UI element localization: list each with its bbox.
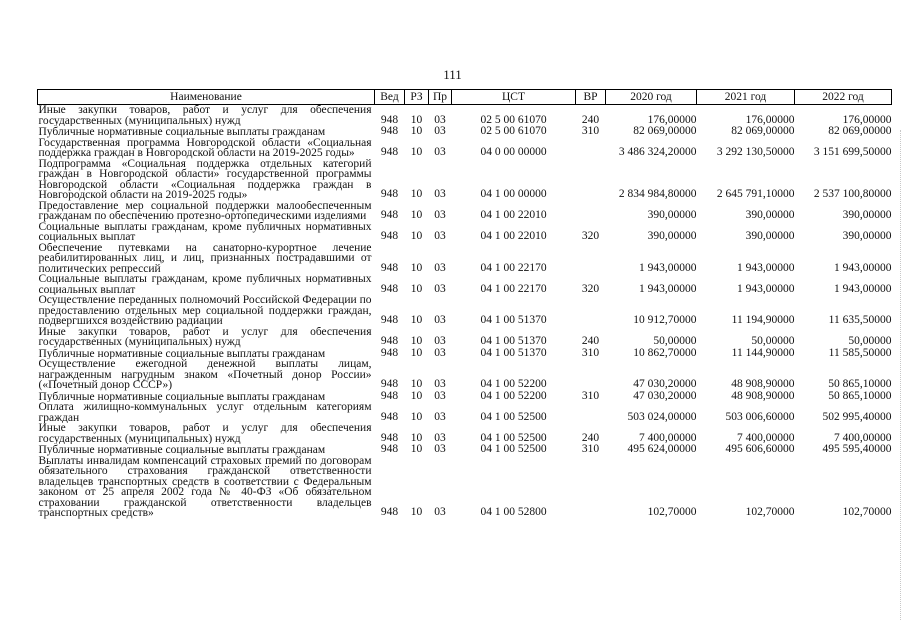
budget-table xyxy=(37,89,892,519)
cell-name: Государственная программа Новгородской области «Социальная поддержка граждан в Новгородской области на 2019-2025 годы» xyxy=(38,137,372,159)
cell-2021: 390,00000 xyxy=(745,209,795,221)
cell-cst: 04 1 00 52500 xyxy=(480,443,547,455)
header-2021: 2021 год xyxy=(697,90,795,105)
cell-vr: 310 xyxy=(581,346,600,359)
cell-pr: 03 xyxy=(434,113,446,126)
cell-ved: 948 xyxy=(380,113,399,126)
table-row xyxy=(38,327,892,348)
cell-ved: 948 xyxy=(380,282,399,295)
cell-pr: 03 xyxy=(434,346,446,359)
cell-name: Иные закупки товаров, работ и услуг для обеспечения государственных (муниципальных) нужд xyxy=(38,326,372,348)
cell-2022: 11 635,50000 xyxy=(828,314,892,326)
cell-vr: 310 xyxy=(581,125,600,137)
cell-2022: 82 069,00000 xyxy=(828,125,892,137)
cell-2020: 47 030,20000 xyxy=(633,389,697,402)
cell-vr: 240 xyxy=(581,113,600,126)
cell-cst: 04 1 00 22170 xyxy=(480,282,547,295)
cell-2022: 3 151 699,50000 xyxy=(813,146,892,158)
table-row xyxy=(38,138,892,159)
cell-name: Выплаты инвалидам компенсаций страховых премий по договорам обязательного страхования гражданской ответственности владельцев транспортных средств в соответствии с Федеральным законом от 25 апреля 2002 года № 40-ФЗ «Об обязательном страховании гражданской ответственности владельцев транспортных средств» xyxy=(38,455,372,519)
cell-ved: 948 xyxy=(380,431,399,444)
cell-pr: 03 xyxy=(434,335,446,347)
cell-pr: 03 xyxy=(434,146,446,158)
cell-cst: 02 5 00 61070 xyxy=(480,125,547,137)
cell-name: Иные закупки товаров, работ и услуг для обеспечения государственных (муниципальных) нужд xyxy=(38,104,372,126)
cell-pr: 03 xyxy=(434,410,446,423)
cell-2021: 7 400,00000 xyxy=(737,431,795,444)
cell-rz: 10 xyxy=(410,335,423,347)
cell-name: Социальные выплаты гражданам, кроме публичных нормативных социальных выплат xyxy=(38,221,372,243)
table-row xyxy=(38,201,892,222)
cell-ved: 948 xyxy=(380,125,399,137)
cell-vr xyxy=(576,295,606,327)
table-body xyxy=(38,105,892,519)
cell-name: Осуществление переданных полномочий Российской Федерации по предоставлению отдельных мер социальной поддержки граждан, подвергшихся воздействию радиации xyxy=(38,295,372,327)
cell-cst: 04 1 00 51370 xyxy=(480,314,547,326)
cell-ved: 948 xyxy=(380,209,399,221)
cell-name: Публичные нормативные социальные выплаты гражданам xyxy=(38,444,326,456)
cell-vr xyxy=(576,159,606,201)
cell-rz: 10 xyxy=(410,113,423,126)
cell-name: Публичные нормативные социальные выплаты гражданам xyxy=(38,126,326,138)
cell-vr xyxy=(576,201,606,222)
cell-cst: 04 1 00 52800 xyxy=(480,506,547,518)
cell-ved: 948 xyxy=(380,261,399,274)
cell-rz: 10 xyxy=(410,261,423,274)
cell-2021: 176,00000 xyxy=(745,113,795,126)
cell-rz: 10 xyxy=(410,410,423,423)
cell-2020: 176,00000 xyxy=(647,113,697,126)
cell-cst: 04 1 00 52500 xyxy=(480,431,547,444)
cell-vr: 310 xyxy=(581,443,600,455)
cell-name: Публичные нормативные социальные выплаты гражданам xyxy=(38,347,326,359)
table-row xyxy=(38,295,892,327)
cell-pr: 03 xyxy=(434,282,446,295)
table-row xyxy=(38,456,892,519)
cell-cst: 04 1 00 00000 xyxy=(480,188,547,200)
cell-name: Подпрограмма «Социальная поддержка отдельных категорий граждан в Новгородской области» государственной программы Новгородской области «Социальная поддержка граждан в Новгородской области на 2019-2025 годы» xyxy=(38,158,372,201)
table-header-row xyxy=(38,90,892,105)
cell-cst: 04 1 00 22010 xyxy=(480,209,547,221)
cell-vr: 240 xyxy=(581,431,600,444)
cell-2021: 11 144,90000 xyxy=(731,346,795,359)
cell-cst: 04 1 00 52200 xyxy=(480,389,547,402)
cell-2020: 10 912,70000 xyxy=(633,314,697,326)
cell-name: Оплата жилищно-коммунальных услуг отдельным категориям граждан xyxy=(38,402,372,423)
cell-2020: 102,70000 xyxy=(647,506,697,518)
cell-ved: 948 xyxy=(380,188,399,200)
table-row xyxy=(38,274,892,295)
cell-2021: 495 606,60000 xyxy=(725,443,795,455)
cell-2020: 7 400,00000 xyxy=(639,431,697,444)
cell-vr xyxy=(576,456,606,519)
cell-pr: 03 xyxy=(434,389,446,402)
cell-pr: 03 xyxy=(434,209,446,221)
cell-2021: 3 292 130,50000 xyxy=(716,146,795,158)
cell-2020: 47 030,20000 xyxy=(633,378,697,390)
cell-cst: 04 1 00 51370 xyxy=(480,335,547,347)
cell-ved: 948 xyxy=(380,378,399,390)
cell-vr: 240 xyxy=(581,335,600,347)
cell-2022: 50 865,10000 xyxy=(828,378,892,390)
cell-ved: 948 xyxy=(380,314,399,326)
cell-rz: 10 xyxy=(410,378,423,390)
cell-vr xyxy=(576,138,606,159)
cell-rz: 10 xyxy=(410,209,423,221)
cell-2022: 50,00000 xyxy=(848,335,892,347)
table-row xyxy=(38,391,892,403)
cell-2020: 495 624,00000 xyxy=(627,443,697,455)
cell-pr: 03 xyxy=(434,443,446,455)
cell-2022: 11 585,50000 xyxy=(828,346,892,359)
cell-rz: 10 xyxy=(410,125,423,137)
cell-vr: 310 xyxy=(581,389,600,402)
cell-2020: 503 024,00000 xyxy=(627,410,697,423)
cell-vr xyxy=(576,243,606,275)
cell-2022: 176,00000 xyxy=(842,113,892,126)
cell-2020: 1 943,00000 xyxy=(639,282,697,295)
cell-2022: 1 943,00000 xyxy=(834,261,892,274)
header-ved: Вед xyxy=(375,90,405,105)
table-row xyxy=(38,222,892,243)
cell-pr: 03 xyxy=(434,506,446,518)
cell-2022: 50 865,10000 xyxy=(828,389,892,402)
cell-2020: 390,00000 xyxy=(647,209,697,221)
cell-2022: 102,70000 xyxy=(842,506,892,518)
cell-2021: 390,00000 xyxy=(745,230,795,242)
cell-2020: 2 834 984,80000 xyxy=(618,188,697,200)
cell-name: Обеспечение путевками на санаторно-курортное лечение реабилитированных лиц, и лиц, признанных пострадавшими от политических репрессий xyxy=(38,242,372,274)
cell-ved: 948 xyxy=(380,346,399,359)
cell-pr: 03 xyxy=(434,261,446,274)
header-pr: Пр xyxy=(429,90,452,105)
cell-cst: 04 1 00 52500 xyxy=(480,410,547,423)
cell-ved: 948 xyxy=(380,506,399,518)
cell-2020: 10 862,70000 xyxy=(633,346,697,359)
cell-2020: 1 943,00000 xyxy=(639,261,697,274)
cell-2020: 3 486 324,20000 xyxy=(618,146,697,158)
table-row xyxy=(38,348,892,360)
table-row xyxy=(38,444,892,456)
cell-name: Публичные нормативные социальные выплаты гражданам xyxy=(38,390,326,402)
header-2022: 2022 год xyxy=(795,90,892,105)
cell-rz: 10 xyxy=(410,230,423,242)
header-cst: ЦСТ xyxy=(452,90,576,105)
cell-cst: 04 1 00 51370 xyxy=(480,346,547,359)
cell-2021: 50,00000 xyxy=(751,335,795,347)
cell-2020: 390,00000 xyxy=(647,230,697,242)
cell-rz: 10 xyxy=(410,443,423,455)
cell-pr: 03 xyxy=(434,431,446,444)
cell-pr: 03 xyxy=(434,378,446,390)
cell-cst: 04 0 00 00000 xyxy=(480,146,547,158)
cell-ved: 948 xyxy=(380,389,399,402)
header-rz: РЗ xyxy=(405,90,429,105)
cell-name: Иные закупки товаров, работ и услуг для обеспечения государственных (муниципальных) нужд xyxy=(38,423,372,444)
cell-vr xyxy=(576,359,606,391)
cell-2021: 48 908,90000 xyxy=(731,378,795,390)
cell-2022: 502 995,40000 xyxy=(822,410,892,423)
table-row xyxy=(38,423,892,444)
cell-2022: 2 537 100,80000 xyxy=(813,188,892,200)
cell-name: Осуществление ежегодной денежной выплаты лицам, награжденным нагрудным знаком «Почетный донор России» («Почетный донор СССР») xyxy=(38,359,372,391)
cell-rz: 10 xyxy=(410,346,423,359)
table-row xyxy=(38,359,892,391)
cell-rz: 10 xyxy=(410,146,423,158)
cell-cst: 04 1 00 22010 xyxy=(480,230,547,242)
header-vr: ВР xyxy=(576,90,606,105)
cell-2020: 50,00000 xyxy=(653,335,697,347)
cell-cst: 04 1 00 52200 xyxy=(480,378,547,390)
cell-2022: 495 595,40000 xyxy=(822,443,892,455)
cell-cst: 04 1 00 22170 xyxy=(480,261,547,274)
cell-name: Социальные выплаты гражданам, кроме публичных нормативных социальных выплат xyxy=(38,274,372,295)
scan-edge-artifact xyxy=(898,130,901,620)
cell-rz: 10 xyxy=(410,431,423,444)
cell-rz: 10 xyxy=(410,506,423,518)
table-row xyxy=(38,243,892,275)
cell-2021: 102,70000 xyxy=(745,506,795,518)
cell-2020: 82 069,00000 xyxy=(633,125,697,137)
table-row xyxy=(38,105,892,127)
cell-vr: 320 xyxy=(581,230,600,242)
table-row xyxy=(38,402,892,423)
cell-2021: 1 943,00000 xyxy=(737,282,795,295)
cell-rz: 10 xyxy=(410,188,423,200)
header-name: Наименование xyxy=(38,90,375,105)
cell-rz: 10 xyxy=(410,282,423,295)
header-2020: 2020 год xyxy=(606,90,697,105)
cell-pr: 03 xyxy=(434,230,446,242)
cell-2021: 11 194,90000 xyxy=(731,314,795,326)
cell-2022: 1 943,00000 xyxy=(834,282,892,295)
table-row xyxy=(38,159,892,201)
cell-pr: 03 xyxy=(434,314,446,326)
cell-ved: 948 xyxy=(380,410,399,423)
page-number: 111 xyxy=(443,67,462,82)
cell-2021: 82 069,00000 xyxy=(731,125,795,137)
table-row xyxy=(38,126,892,138)
cell-2022: 390,00000 xyxy=(842,209,892,221)
cell-2021: 1 943,00000 xyxy=(737,261,795,274)
cell-rz: 10 xyxy=(410,389,423,402)
cell-cst: 02 5 00 61070 xyxy=(480,113,547,126)
cell-name: Предоставление мер социальной поддержки малообеспеченным гражданам по обеспечению протезно-ортопедическими изделиями xyxy=(38,200,372,222)
cell-pr: 03 xyxy=(434,188,446,200)
cell-2022: 7 400,00000 xyxy=(834,431,892,444)
cell-ved: 948 xyxy=(380,443,399,455)
cell-ved: 948 xyxy=(380,335,399,347)
cell-2021: 2 645 791,10000 xyxy=(716,188,795,200)
cell-2021: 503 006,60000 xyxy=(725,410,795,423)
cell-rz: 10 xyxy=(410,314,423,326)
cell-vr: 320 xyxy=(581,282,600,295)
cell-2021: 48 908,90000 xyxy=(731,389,795,402)
cell-2022: 390,00000 xyxy=(842,230,892,242)
cell-ved: 948 xyxy=(380,230,399,242)
cell-ved: 948 xyxy=(380,146,399,158)
cell-vr xyxy=(576,402,606,423)
cell-pr: 03 xyxy=(434,125,446,137)
